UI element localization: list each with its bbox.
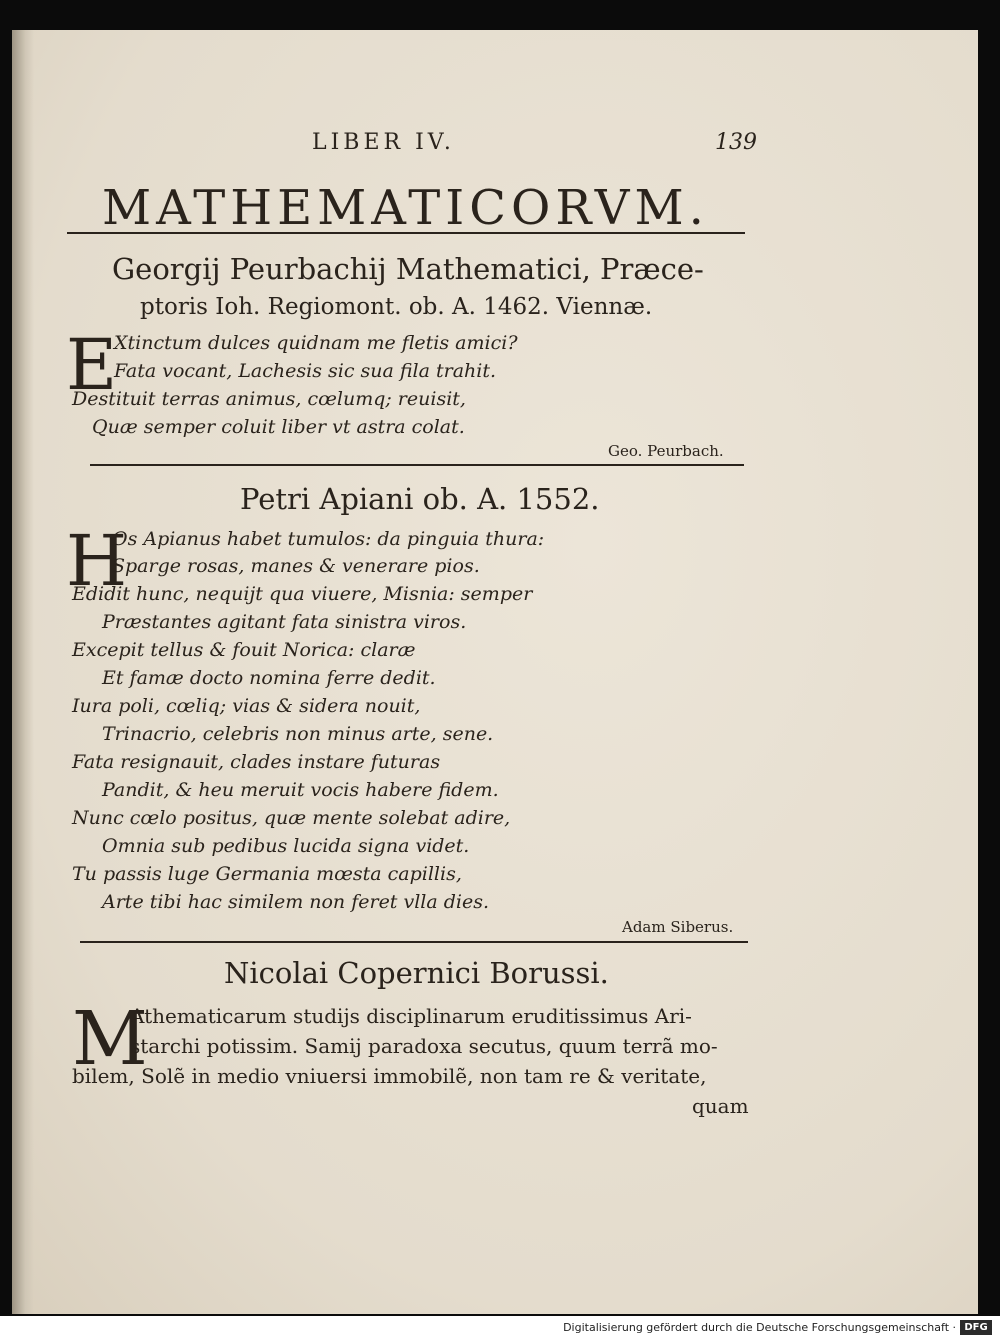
book-page [12,30,978,1314]
apianus-verse-line: Nunc cœlo positus, quæ mente solebat adire, [72,807,511,829]
apianus-verse-line: Iura poli, cœliq; vias & sidera nouit, [72,695,421,717]
apianus-verse-line: Præstantes agitant fata sinistra viros. [102,611,467,633]
copernicus-heading: Nicolai Copernici Borussi. [224,956,609,990]
apianus-verse-line: Excepit tellus & fouit Norica: claræ [72,639,416,661]
apianus-verse-line: Pandit, & heu meruit vocis habere fidem. [102,779,499,801]
peurbach-verse-line: Quæ semper coluit liber vt astra colat. [92,416,465,438]
apianus-verse-line: Et famæ docto nomina ferre dedit. [102,667,436,689]
apianus-verse-line: Trinacrio, celebris non minus arte, sene. [102,723,494,745]
copernicus-catchword: quam [692,1094,749,1118]
section-rule [80,941,748,943]
peurbach-signature: Geo. Peurbach. [608,442,724,460]
peurbach-dropcap: E [66,324,118,406]
apianus-verse-line: Omnia sub pedibus lucida signa videt. [102,835,470,857]
peurbach-verse-line: Destituit terras animus, cœlumq; reuisit, [72,388,466,410]
page-title: MATHEMATICORVM. [102,180,709,236]
apianus-verse-line: Arte tibi hac similem non feret vlla dies. [102,891,490,913]
footer-credit: Digitalisierung gefördert durch die Deutsche Forschungsgemeinschaft · [563,1321,956,1334]
footer-bar [0,1316,1000,1340]
apianus-heading: Petri Apiani ob. A. 1552. [240,482,600,516]
page-binding-edge [12,30,34,1314]
apianus-verse-line: Tu passis luge Germania mœsta capillis, [72,863,462,885]
dfg-logo-icon: DFG [960,1320,992,1335]
peurbach-verse-line: Fata vocant, Lachesis sic sua fila trahit. [114,360,497,382]
apianus-dropcap: H [66,520,128,602]
page-number: 139 [715,130,757,155]
section-rule [90,464,744,466]
apianus-verse-line: Edidit hunc, nequijt qua viuere, Misnia: semper [72,583,533,605]
apianus-verse-line: Sparge rosas, manes & venerare pios. [112,555,480,577]
peurbach-verse-line: Xtinctum dulces quidnam me fletis amici? [114,332,518,354]
copernicus-dropcap: M [72,996,148,1082]
copernicus-prose-line: Athematicarum studijs disciplinarum eruditissimus Ari- [130,1004,692,1028]
apianus-verse-line: Os Apianus habet tumulos: da pinguia thura: [112,528,545,550]
apianus-verse-line: Fata resignauit, clades instare futuras [72,751,441,773]
peurbach-heading-line2: ptoris Ioh. Regiomont. ob. A. 1462. Viennæ. [140,294,653,320]
apianus-signature: Adam Siberus. [622,918,734,936]
peurbach-heading-line1: Georgij Peurbachij Mathematici, Præce- [112,252,704,286]
title-rule [67,232,745,234]
running-title: LIBER IV. [312,130,455,155]
copernicus-prose-line: bilem, Solẽ in medio vniuersi immobilẽ, non tam re & veritate, [72,1064,707,1088]
copernicus-prose-line: starchi potissim. Samij paradoxa secutus, quum terrã mo- [130,1034,718,1058]
